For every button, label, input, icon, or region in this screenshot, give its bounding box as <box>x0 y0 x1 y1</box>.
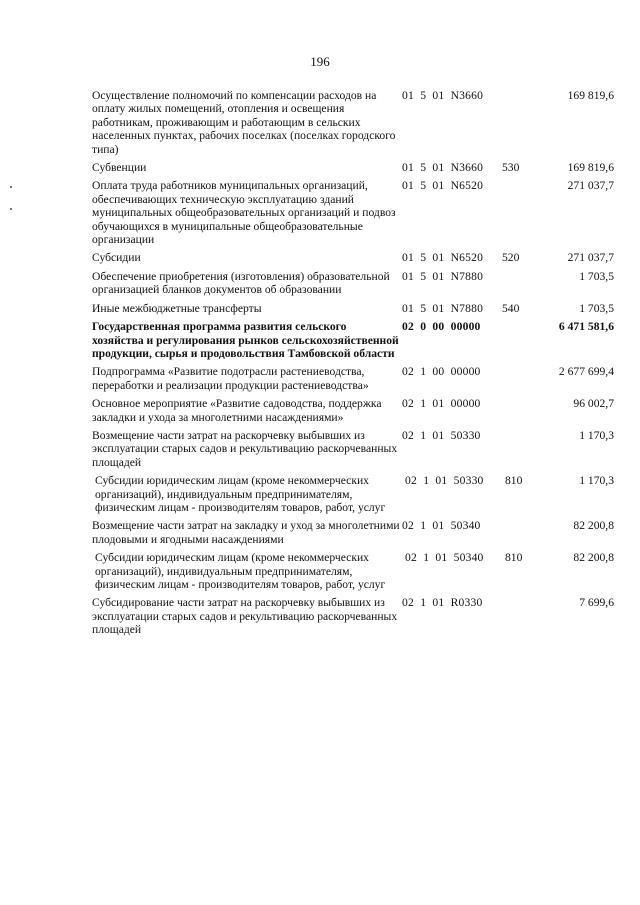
row-code: 02 1 01 50340 <box>402 519 481 533</box>
row-name: Основное мероприятие «Развитие садоводства, поддержка закладки и ухода за многолетними насаждениями» <box>92 397 382 424</box>
row-name: Обеспечение приобретения (изготовления) образовательной организацией бланков документов об образовании <box>92 269 390 297</box>
row-expense-type: 810 <box>505 551 523 565</box>
row-code: 02 1 01 50340 <box>405 551 484 565</box>
row-amount: 1 703,5 <box>579 269 614 283</box>
row-code: 02 1 01 50330 <box>402 428 481 442</box>
row-code: 02 1 01 00000 <box>402 397 481 411</box>
row-amount: 82 200,8 <box>573 519 614 533</box>
scan-mark <box>10 208 12 210</box>
table-row <box>92 429 614 469</box>
budget-table <box>92 89 614 642</box>
table-row <box>92 519 614 546</box>
row-name: Субвенции <box>92 161 147 175</box>
row-code: 02 1 00 00000 <box>402 365 481 379</box>
row-code: 02 0 00 00000 <box>402 320 481 334</box>
row-name: Субсидии <box>92 251 141 265</box>
table-row <box>92 302 614 315</box>
table-row <box>92 161 614 174</box>
table-row <box>92 365 614 392</box>
table-row <box>92 320 614 360</box>
row-amount: 169 819,6 <box>567 161 614 175</box>
row-amount: 2 677 699,4 <box>558 365 614 379</box>
row-name: Осуществление полномочий по компенсации расходов на оплату жилых помещений, отопления и освещения работникам, проживающим и работающим в сельских населенных пунктах, рабочих поселках (поселках городского типа) <box>92 89 396 156</box>
row-amount: 96 002,7 <box>573 397 614 411</box>
row-code: 01 5 01 N7880 <box>402 269 484 283</box>
row-name: Возмещение части затрат на закладку и уход за многолетними плодовыми и ягодными насаждениями <box>92 519 400 546</box>
row-expense-type: 520 <box>502 251 520 265</box>
row-name: Субсидии юридическим лицам (кроме некоммерческих организаций), индивидуальным предпринимателям, физическим лицам - производителям товаров, работ, услуг <box>95 474 386 514</box>
row-expense-type: 540 <box>502 301 520 315</box>
row-name: Оплата труда работников муниципальных организаций, обеспечивающих техническую эксплуатацию зданий муниципальных общеобразовательных организаций и подвоз обучающихся в муниципальные общеобразовательные организации <box>92 179 396 247</box>
row-code: 02 1 01 R0330 <box>402 596 483 610</box>
row-code: 01 5 01 N3660 <box>402 161 484 175</box>
row-amount: 1 703,5 <box>579 301 614 315</box>
row-amount: 6 471 581,6 <box>558 320 614 334</box>
row-amount: 271 037,7 <box>567 251 614 265</box>
table-row <box>92 596 614 636</box>
row-code: 02 1 01 50330 <box>405 474 484 488</box>
row-amount: 1 170,3 <box>579 428 614 442</box>
row-code: 01 5 01 N3660 <box>402 89 484 102</box>
row-code: 01 5 01 N6520 <box>402 179 484 193</box>
row-amount: 169 819,6 <box>567 89 614 102</box>
page-number: 196 <box>310 54 330 69</box>
row-name: Государственная программа развития сельского хозяйства и регулирования рынков сельскохозяйственной продукции, сырья и продовольствия Тамбовской области <box>92 320 399 360</box>
table-row <box>92 89 614 156</box>
row-name: Возмещение части затрат на раскорчевку выбывших из эксплуатации старых садов и рекультивацию раскорчеванных площадей <box>92 428 398 469</box>
row-name: Подпрограмма «Развитие подотрасли растениеводства, переработки и реализации продукции растениеводства» <box>92 365 369 392</box>
row-name: Субсидии юридическим лицам (кроме некоммерческих организаций), индивидуальным предпринимателям, физическим лицам - производителям товаров, работ, услуг <box>95 551 386 591</box>
row-amount: 1 170,3 <box>579 474 614 488</box>
row-amount: 82 200,8 <box>573 551 614 565</box>
table-row <box>92 270 614 297</box>
row-code: 01 5 01 N6520 <box>402 251 484 265</box>
table-row <box>92 397 614 424</box>
row-expense-type: 810 <box>505 474 523 488</box>
table-row <box>92 551 614 591</box>
scan-mark <box>10 186 12 188</box>
row-expense-type: 530 <box>502 161 520 175</box>
table-row <box>92 179 614 246</box>
row-amount: 271 037,7 <box>567 179 614 193</box>
row-code: 01 5 01 N7880 <box>402 301 484 315</box>
table-row <box>92 474 614 514</box>
row-name: Субсидирование части затрат на раскорчевку выбывших из эксплуатации старых садов и рекультивацию раскорчеванных площадей <box>92 596 398 637</box>
table-row <box>92 251 614 264</box>
row-amount: 7 699,6 <box>579 596 614 610</box>
row-name: Иные межбюджетные трансферты <box>92 301 262 315</box>
